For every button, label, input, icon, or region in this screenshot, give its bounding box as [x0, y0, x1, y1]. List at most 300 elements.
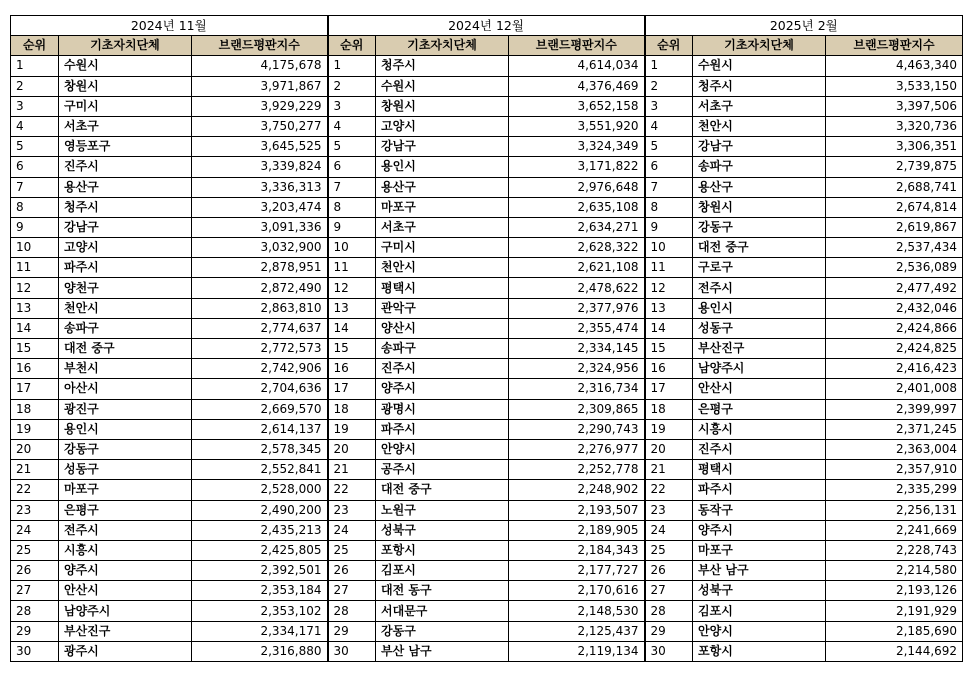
- brand-index-cell: 3,533,150: [826, 76, 963, 96]
- rank-cell: 11: [328, 258, 376, 278]
- region-name-cell: 남양주시: [59, 601, 192, 621]
- column-header-rank: 순위: [328, 36, 376, 56]
- region-name-cell: 강동구: [693, 217, 826, 237]
- region-name-cell: 마포구: [376, 197, 509, 217]
- region-name-cell: 공주시: [376, 460, 509, 480]
- brand-index-cell: 2,290,743: [509, 419, 645, 439]
- brand-index-cell: 2,276,977: [509, 439, 645, 459]
- region-name-cell: 양주시: [376, 379, 509, 399]
- brand-index-cell: 2,241,669: [826, 520, 963, 540]
- table-row: [11, 96, 963, 116]
- rank-cell: 11: [645, 258, 693, 278]
- brand-index-cell: 2,863,810: [192, 298, 328, 318]
- brand-index-cell: 3,971,867: [192, 76, 328, 96]
- rank-cell: 26: [328, 561, 376, 581]
- rank-cell: 7: [645, 177, 693, 197]
- brand-index-cell: 2,425,805: [192, 540, 328, 560]
- brand-index-cell: 2,742,906: [192, 359, 328, 379]
- region-name-cell: 용인시: [376, 157, 509, 177]
- region-name-cell: 대전 동구: [376, 581, 509, 601]
- region-name-cell: 파주시: [376, 419, 509, 439]
- region-name-cell: 진주시: [59, 157, 192, 177]
- table-row: [11, 217, 963, 237]
- brand-index-cell: 2,688,741: [826, 177, 963, 197]
- rank-cell: 10: [11, 238, 59, 258]
- region-name-cell: 창원시: [59, 76, 192, 96]
- rank-cell: 27: [328, 581, 376, 601]
- region-name-cell: 용인시: [59, 419, 192, 439]
- brand-index-cell: 2,119,134: [509, 641, 645, 661]
- region-name-cell: 수원시: [376, 76, 509, 96]
- ranking-table-container: [10, 15, 962, 662]
- rank-cell: 12: [645, 278, 693, 298]
- rank-cell: 16: [328, 359, 376, 379]
- table-row: [11, 238, 963, 258]
- rank-cell: 18: [328, 399, 376, 419]
- rank-cell: 23: [328, 500, 376, 520]
- rank-cell: 14: [11, 318, 59, 338]
- region-name-cell: 안양시: [693, 621, 826, 641]
- rank-cell: 8: [645, 197, 693, 217]
- column-header-rank: 순위: [645, 36, 693, 56]
- rank-cell: 10: [645, 238, 693, 258]
- table-row: [11, 561, 963, 581]
- region-name-cell: 서초구: [59, 116, 192, 136]
- brand-index-cell: 2,125,437: [509, 621, 645, 641]
- region-name-cell: 평택시: [693, 460, 826, 480]
- column-header-index: 브랜드평판지수: [509, 36, 645, 56]
- brand-index-cell: 2,634,271: [509, 217, 645, 237]
- rank-cell: 15: [11, 339, 59, 359]
- region-name-cell: 아산시: [59, 379, 192, 399]
- region-name-cell: 성동구: [59, 460, 192, 480]
- region-name-cell: 부산 남구: [376, 641, 509, 661]
- table-row: [11, 298, 963, 318]
- region-name-cell: 성북구: [376, 520, 509, 540]
- table-body: [11, 56, 963, 662]
- rank-cell: 18: [11, 399, 59, 419]
- brand-index-cell: 2,976,648: [509, 177, 645, 197]
- brand-index-cell: 2,363,004: [826, 439, 963, 459]
- region-name-cell: 마포구: [693, 540, 826, 560]
- table-row: [11, 399, 963, 419]
- brand-index-cell: 4,376,469: [509, 76, 645, 96]
- region-name-cell: 파주시: [59, 258, 192, 278]
- brand-index-cell: 2,170,616: [509, 581, 645, 601]
- table-row: [11, 460, 963, 480]
- region-name-cell: 청주시: [59, 197, 192, 217]
- region-name-cell: 양주시: [693, 520, 826, 540]
- rank-cell: 13: [11, 298, 59, 318]
- region-name-cell: 김포시: [693, 601, 826, 621]
- region-name-cell: 청주시: [376, 56, 509, 76]
- rank-cell: 11: [11, 258, 59, 278]
- region-name-cell: 천안시: [376, 258, 509, 278]
- region-name-cell: 마포구: [59, 480, 192, 500]
- brand-index-cell: 2,772,573: [192, 339, 328, 359]
- rank-cell: 1: [328, 56, 376, 76]
- brand-index-cell: 2,185,690: [826, 621, 963, 641]
- brand-index-cell: 2,334,171: [192, 621, 328, 641]
- region-name-cell: 창원시: [693, 197, 826, 217]
- rank-cell: 24: [645, 520, 693, 540]
- table-row: [11, 359, 963, 379]
- region-name-cell: 양산시: [376, 318, 509, 338]
- brand-index-cell: 2,619,867: [826, 217, 963, 237]
- brand-index-cell: 2,674,814: [826, 197, 963, 217]
- brand-index-cell: 3,645,525: [192, 137, 328, 157]
- rank-cell: 5: [11, 137, 59, 157]
- brand-index-cell: 2,324,956: [509, 359, 645, 379]
- rank-cell: 17: [645, 379, 693, 399]
- region-name-cell: 대전 중구: [693, 238, 826, 258]
- column-header-name: 기초자치단체: [693, 36, 826, 56]
- table-row: [11, 318, 963, 338]
- brand-index-cell: 2,536,089: [826, 258, 963, 278]
- brand-index-cell: 2,193,126: [826, 581, 963, 601]
- rank-cell: 19: [645, 419, 693, 439]
- rank-cell: 22: [645, 480, 693, 500]
- rank-cell: 22: [328, 480, 376, 500]
- rank-cell: 4: [328, 116, 376, 136]
- rank-cell: 15: [328, 339, 376, 359]
- table-row: [11, 419, 963, 439]
- table-row: [11, 520, 963, 540]
- brand-index-cell: 2,248,902: [509, 480, 645, 500]
- region-name-cell: 남양주시: [693, 359, 826, 379]
- rank-cell: 24: [11, 520, 59, 540]
- region-name-cell: 천안시: [59, 298, 192, 318]
- brand-index-cell: 2,214,580: [826, 561, 963, 581]
- region-name-cell: 양천구: [59, 278, 192, 298]
- region-name-cell: 안양시: [376, 439, 509, 459]
- table-row: [11, 601, 963, 621]
- column-header-rank: 순위: [11, 36, 59, 56]
- brand-index-cell: 2,537,434: [826, 238, 963, 258]
- region-name-cell: 용산구: [376, 177, 509, 197]
- region-name-cell: 양주시: [59, 561, 192, 581]
- period-title: 2025년 2월: [645, 16, 963, 36]
- region-name-cell: 시흥시: [59, 540, 192, 560]
- region-name-cell: 전주시: [59, 520, 192, 540]
- rank-cell: 26: [645, 561, 693, 581]
- brand-index-cell: 3,306,351: [826, 137, 963, 157]
- region-name-cell: 안산시: [693, 379, 826, 399]
- brand-index-cell: 2,432,046: [826, 298, 963, 318]
- region-name-cell: 강남구: [693, 137, 826, 157]
- region-name-cell: 성북구: [693, 581, 826, 601]
- table-row: [11, 641, 963, 661]
- period-header-row: [11, 16, 963, 36]
- region-name-cell: 수원시: [59, 56, 192, 76]
- rank-cell: 3: [645, 96, 693, 116]
- brand-index-cell: 2,424,866: [826, 318, 963, 338]
- rank-cell: 15: [645, 339, 693, 359]
- brand-index-cell: 4,614,034: [509, 56, 645, 76]
- rank-cell: 25: [328, 540, 376, 560]
- rank-cell: 9: [645, 217, 693, 237]
- rank-cell: 18: [645, 399, 693, 419]
- brand-index-cell: 2,614,137: [192, 419, 328, 439]
- region-name-cell: 송파구: [693, 157, 826, 177]
- region-name-cell: 서초구: [693, 96, 826, 116]
- column-header-index: 브랜드평판지수: [192, 36, 328, 56]
- brand-index-cell: 2,148,530: [509, 601, 645, 621]
- region-name-cell: 부천시: [59, 359, 192, 379]
- brand-index-cell: 3,032,900: [192, 238, 328, 258]
- brand-index-cell: 2,528,000: [192, 480, 328, 500]
- brand-index-cell: 2,353,184: [192, 581, 328, 601]
- brand-index-cell: 2,191,929: [826, 601, 963, 621]
- region-name-cell: 시흥시: [693, 419, 826, 439]
- region-name-cell: 광명시: [376, 399, 509, 419]
- region-name-cell: 노원구: [376, 500, 509, 520]
- brand-index-cell: 2,490,200: [192, 500, 328, 520]
- region-name-cell: 대전 중구: [59, 339, 192, 359]
- rank-cell: 28: [645, 601, 693, 621]
- rank-cell: 14: [328, 318, 376, 338]
- brand-index-cell: 2,578,345: [192, 439, 328, 459]
- brand-index-cell: 4,175,678: [192, 56, 328, 76]
- region-name-cell: 구미시: [59, 96, 192, 116]
- rank-cell: 16: [11, 359, 59, 379]
- rank-cell: 22: [11, 480, 59, 500]
- rank-cell: 29: [645, 621, 693, 641]
- period-title: 2024년 11월: [11, 16, 328, 36]
- rank-cell: 20: [11, 439, 59, 459]
- rank-cell: 6: [328, 157, 376, 177]
- brand-index-cell: 2,334,145: [509, 339, 645, 359]
- rank-cell: 19: [328, 419, 376, 439]
- region-name-cell: 강남구: [376, 137, 509, 157]
- table-row: [11, 258, 963, 278]
- table-row: [11, 540, 963, 560]
- region-name-cell: 서초구: [376, 217, 509, 237]
- brand-index-cell: 2,189,905: [509, 520, 645, 540]
- rank-cell: 3: [328, 96, 376, 116]
- rank-cell: 29: [11, 621, 59, 641]
- rank-cell: 26: [11, 561, 59, 581]
- table-row: [11, 621, 963, 641]
- region-name-cell: 광주시: [59, 641, 192, 661]
- brand-index-cell: 2,872,490: [192, 278, 328, 298]
- brand-index-cell: 3,397,506: [826, 96, 963, 116]
- region-name-cell: 창원시: [376, 96, 509, 116]
- brand-index-cell: 2,399,997: [826, 399, 963, 419]
- period-title: 2024년 12월: [328, 16, 645, 36]
- table-row: [11, 177, 963, 197]
- brand-index-cell: 2,177,727: [509, 561, 645, 581]
- rank-cell: 13: [328, 298, 376, 318]
- rank-cell: 8: [11, 197, 59, 217]
- region-name-cell: 천안시: [693, 116, 826, 136]
- region-name-cell: 진주시: [376, 359, 509, 379]
- brand-index-cell: 2,252,778: [509, 460, 645, 480]
- region-name-cell: 수원시: [693, 56, 826, 76]
- region-name-cell: 성동구: [693, 318, 826, 338]
- brand-index-cell: 2,704,636: [192, 379, 328, 399]
- region-name-cell: 김포시: [376, 561, 509, 581]
- brand-index-cell: 2,478,622: [509, 278, 645, 298]
- rank-cell: 30: [11, 641, 59, 661]
- rank-cell: 21: [11, 460, 59, 480]
- brand-index-cell: 2,309,865: [509, 399, 645, 419]
- rank-cell: 10: [328, 238, 376, 258]
- rank-cell: 27: [645, 581, 693, 601]
- rank-cell: 1: [645, 56, 693, 76]
- rank-cell: 2: [328, 76, 376, 96]
- table-row: [11, 581, 963, 601]
- column-header-name: 기초자치단체: [376, 36, 509, 56]
- brand-reputation-table: [10, 15, 963, 662]
- rank-cell: 25: [645, 540, 693, 560]
- region-name-cell: 안산시: [59, 581, 192, 601]
- region-name-cell: 전주시: [693, 278, 826, 298]
- brand-index-cell: 2,669,570: [192, 399, 328, 419]
- brand-index-cell: 2,353,102: [192, 601, 328, 621]
- brand-index-cell: 4,463,340: [826, 56, 963, 76]
- rank-cell: 20: [328, 439, 376, 459]
- brand-index-cell: 3,339,824: [192, 157, 328, 177]
- region-name-cell: 송파구: [59, 318, 192, 338]
- brand-index-cell: 2,621,108: [509, 258, 645, 278]
- rank-cell: 5: [645, 137, 693, 157]
- region-name-cell: 포항시: [693, 641, 826, 661]
- rank-cell: 1: [11, 56, 59, 76]
- table-row: [11, 116, 963, 136]
- region-name-cell: 평택시: [376, 278, 509, 298]
- region-name-cell: 구로구: [693, 258, 826, 278]
- rank-cell: 30: [645, 641, 693, 661]
- region-name-cell: 관악구: [376, 298, 509, 318]
- region-name-cell: 부산진구: [59, 621, 192, 641]
- rank-cell: 2: [11, 76, 59, 96]
- brand-index-cell: 3,324,349: [509, 137, 645, 157]
- rank-cell: 6: [11, 157, 59, 177]
- column-header-name: 기초자치단체: [59, 36, 192, 56]
- brand-index-cell: 2,357,910: [826, 460, 963, 480]
- rank-cell: 24: [328, 520, 376, 540]
- brand-index-cell: 2,401,008: [826, 379, 963, 399]
- rank-cell: 6: [645, 157, 693, 177]
- brand-index-cell: 3,929,229: [192, 96, 328, 116]
- region-name-cell: 용산구: [693, 177, 826, 197]
- region-name-cell: 은평구: [693, 399, 826, 419]
- brand-index-cell: 2,371,245: [826, 419, 963, 439]
- rank-cell: 29: [328, 621, 376, 641]
- table-row: [11, 56, 963, 76]
- region-name-cell: 동작구: [693, 500, 826, 520]
- rank-cell: 4: [645, 116, 693, 136]
- region-name-cell: 영등포구: [59, 137, 192, 157]
- brand-index-cell: 2,228,743: [826, 540, 963, 560]
- rank-cell: 16: [645, 359, 693, 379]
- rank-cell: 5: [328, 137, 376, 157]
- table-row: [11, 339, 963, 359]
- brand-index-cell: 3,171,822: [509, 157, 645, 177]
- region-name-cell: 부산 남구: [693, 561, 826, 581]
- brand-index-cell: 2,316,880: [192, 641, 328, 661]
- rank-cell: 23: [11, 500, 59, 520]
- rank-cell: 28: [328, 601, 376, 621]
- region-name-cell: 진주시: [693, 439, 826, 459]
- rank-cell: 12: [328, 278, 376, 298]
- region-name-cell: 포항시: [376, 540, 509, 560]
- region-name-cell: 강남구: [59, 217, 192, 237]
- rank-cell: 27: [11, 581, 59, 601]
- rank-cell: 12: [11, 278, 59, 298]
- rank-cell: 25: [11, 540, 59, 560]
- brand-index-cell: 2,739,875: [826, 157, 963, 177]
- rank-cell: 7: [11, 177, 59, 197]
- rank-cell: 4: [11, 116, 59, 136]
- brand-index-cell: 3,750,277: [192, 116, 328, 136]
- table-row: [11, 480, 963, 500]
- brand-index-cell: 2,435,213: [192, 520, 328, 540]
- column-header-row: [11, 36, 963, 56]
- table-row: [11, 197, 963, 217]
- brand-index-cell: 2,635,108: [509, 197, 645, 217]
- brand-index-cell: 3,336,313: [192, 177, 328, 197]
- region-name-cell: 고양시: [376, 116, 509, 136]
- region-name-cell: 파주시: [693, 480, 826, 500]
- rank-cell: 9: [11, 217, 59, 237]
- region-name-cell: 구미시: [376, 238, 509, 258]
- rank-cell: 20: [645, 439, 693, 459]
- brand-index-cell: 2,392,501: [192, 561, 328, 581]
- brand-index-cell: 2,184,343: [509, 540, 645, 560]
- table-row: [11, 500, 963, 520]
- brand-index-cell: 2,477,492: [826, 278, 963, 298]
- rank-cell: 17: [11, 379, 59, 399]
- rank-cell: 13: [645, 298, 693, 318]
- rank-cell: 2: [645, 76, 693, 96]
- brand-index-cell: 2,416,423: [826, 359, 963, 379]
- rank-cell: 9: [328, 217, 376, 237]
- rank-cell: 8: [328, 197, 376, 217]
- brand-index-cell: 2,878,951: [192, 258, 328, 278]
- brand-index-cell: 3,551,920: [509, 116, 645, 136]
- brand-index-cell: 2,628,322: [509, 238, 645, 258]
- table-row: [11, 76, 963, 96]
- rank-cell: 14: [645, 318, 693, 338]
- region-name-cell: 대전 중구: [376, 480, 509, 500]
- brand-index-cell: 3,652,158: [509, 96, 645, 116]
- region-name-cell: 용산구: [59, 177, 192, 197]
- rank-cell: 21: [328, 460, 376, 480]
- brand-index-cell: 3,091,336: [192, 217, 328, 237]
- region-name-cell: 송파구: [376, 339, 509, 359]
- table-row: [11, 278, 963, 298]
- brand-index-cell: 2,377,976: [509, 298, 645, 318]
- rank-cell: 3: [11, 96, 59, 116]
- region-name-cell: 고양시: [59, 238, 192, 258]
- brand-index-cell: 2,335,299: [826, 480, 963, 500]
- region-name-cell: 강동구: [59, 439, 192, 459]
- brand-index-cell: 3,203,474: [192, 197, 328, 217]
- region-name-cell: 서대문구: [376, 601, 509, 621]
- brand-index-cell: 2,316,734: [509, 379, 645, 399]
- column-header-index: 브랜드평판지수: [826, 36, 963, 56]
- rank-cell: 23: [645, 500, 693, 520]
- brand-index-cell: 2,256,131: [826, 500, 963, 520]
- brand-index-cell: 2,355,474: [509, 318, 645, 338]
- table-row: [11, 157, 963, 177]
- region-name-cell: 용인시: [693, 298, 826, 318]
- region-name-cell: 은평구: [59, 500, 192, 520]
- region-name-cell: 광진구: [59, 399, 192, 419]
- region-name-cell: 부산진구: [693, 339, 826, 359]
